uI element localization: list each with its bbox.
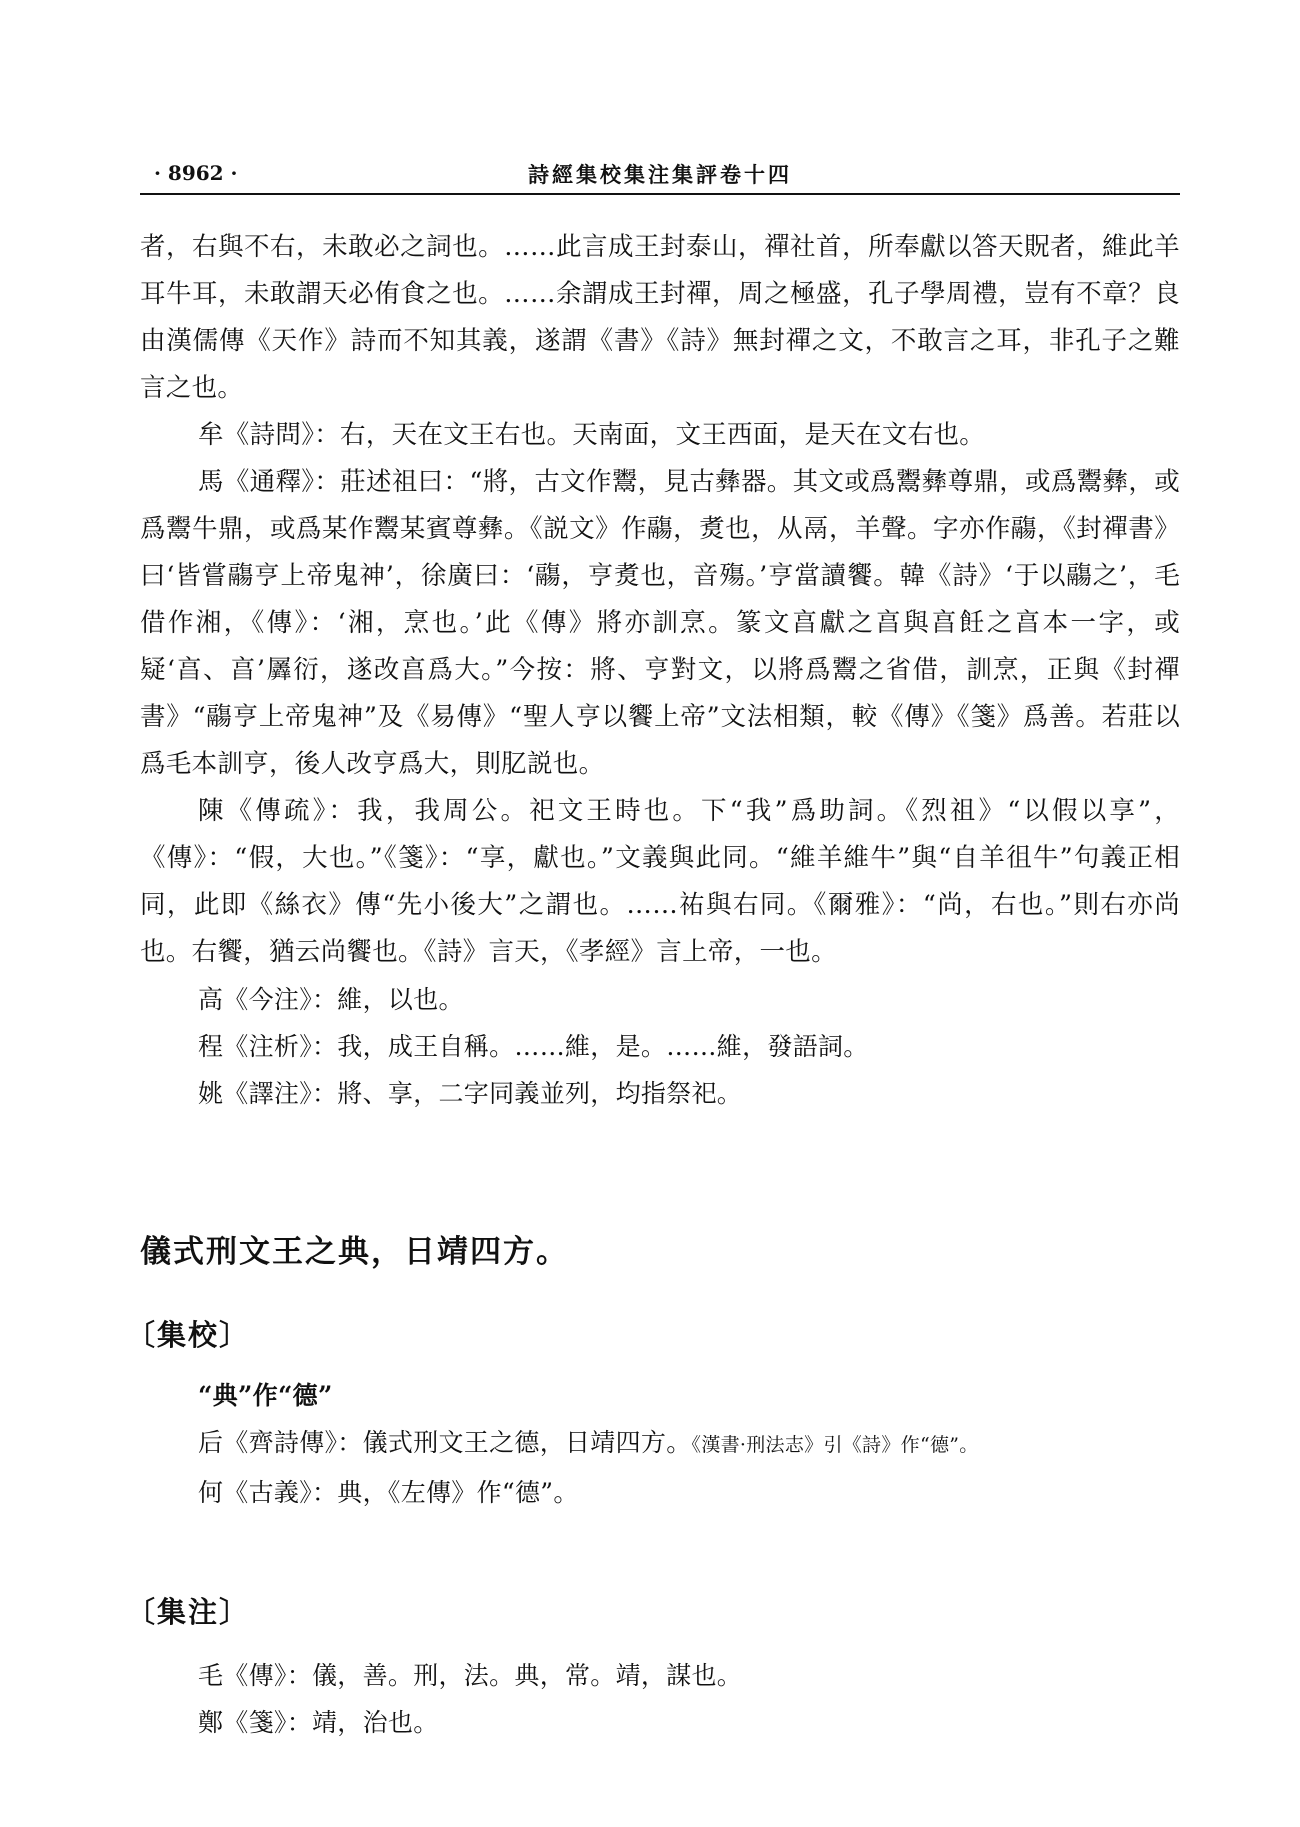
paragraph-chen: 陳《傳疏》：我，我周公。祀文王時也。下“我”爲助詞。《烈祖》“以假以享”，《傳》：“假，大也。”《箋》：“享，獻也。”文義與此同。“維羊維牛”與“自羊徂牛”句義正相同，此即《絲衣》傳“先小後大”之謂也。……祐與右同。《爾雅》：“尚，右也。”則右亦尚也。右饗，猶云尚饗也。《詩》言天，《孝經》言上帝，一也。 bbox=[140, 796, 1180, 967]
entry-cheng: 程《注析》：我，成王自稱。……維，是。……維，發語詞。 bbox=[198, 1032, 869, 1061]
commentary-text bbox=[140, 224, 1180, 1117]
running-title: 詩經集校集注集評卷十四 bbox=[528, 162, 792, 187]
entry-zheng: 鄭《箋》：靖，治也。 bbox=[198, 1708, 439, 1737]
entry-gao: 高《今注》：維，以也。 bbox=[198, 985, 464, 1014]
entry-yao: 姚《譯注》：將、享，二字同義並列，均指祭祀。 bbox=[198, 1079, 743, 1108]
section-heading-jijiao: 〔集校〕 bbox=[126, 1318, 251, 1352]
page-header bbox=[140, 157, 1180, 195]
entry-mao: 毛《傳》：儀，善。刑，法。典，常。靖，謀也。 bbox=[198, 1661, 743, 1690]
jizhu-block bbox=[140, 1652, 1180, 1746]
page-number: · 8962 · bbox=[154, 161, 238, 185]
paragraph-ma: 馬《通釋》：莊述祖曰：“將，古文作鬻，見古彝器。其文或爲鬻彝尊鼎，或爲鬻彝，或爲鬻牛鼎，或爲某作鬻某賓尊彝。《説文》作鬺，煑也，从鬲，羊聲。字亦作鬺，《封禪書》曰‘皆嘗鬺亨上帝鬼神’，徐廣曰：‘鬺，亨煑也，音殤。’亨當讀饗。韓《詩》‘于以鬺之’，毛借作湘，《傳》：‘湘，烹也。’此《傳》將亦訓烹。篆文亯獻之亯與亯飪之亯本一字，或疑‘亯、亯’羼衍，遂改亯爲大。”今按：將、亨對文，以將爲鬻之省借，訓烹，正與《封禪書》“鬺亨上帝鬼神”及《易傳》“聖人亨以饗上帝”文法相類，較《傳》《箋》爲善。若莊以爲毛本訓亨，後人改亨爲大，則肊説也。 bbox=[140, 467, 1180, 779]
entry-he: 何《古義》：典，《左傳》作“德”。 bbox=[198, 1478, 579, 1507]
section-heading-jizhu: 〔集注〕 bbox=[126, 1595, 251, 1629]
paragraph-continued: 者，右與不右，未敢必之詞也。……此言成王封泰山，禪社首，所奉獻以答天貺者，維此羊耳牛耳，未敢謂天必侑食之也。……余謂成王封禪，周之極盛，孔子學周禮，豈有不章？良由漢儒傳《天作》詩而不知其義，遂謂《書》《詩》無封禪之文，不敢言之耳，非孔子之難言之也。 bbox=[140, 232, 1180, 403]
verse-line: 儀式刑文王之典，日靖四方。 bbox=[140, 1234, 569, 1270]
variant-heading: “典”作“德” bbox=[198, 1381, 333, 1410]
jijiao-block bbox=[140, 1372, 1180, 1516]
entry-hou-main: 后《齊詩傳》：儀式刑文王之德，日靖四方。 bbox=[198, 1428, 692, 1457]
paragraph-mou: 牟《詩問》：右，天在文王右也。天南面，文王西面，是天在文右也。 bbox=[198, 420, 986, 450]
entry-hou bbox=[198, 1419, 1180, 1469]
entry-hou-note: 《漢書·刑法志》引《詩》作“德”。 bbox=[691, 1434, 979, 1456]
